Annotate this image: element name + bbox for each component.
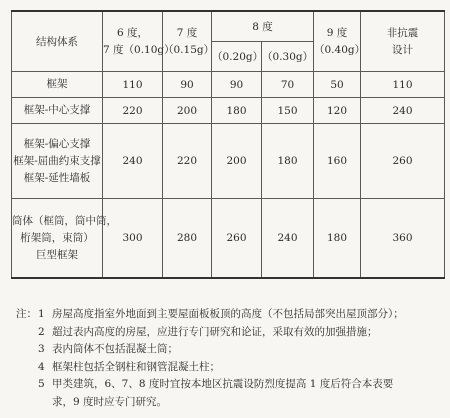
table-row (12, 124, 445, 199)
cell-text: 160 (326, 155, 348, 167)
height-value-cell (212, 72, 262, 98)
header-8-degree-030g (262, 42, 314, 72)
height-value-cell (212, 98, 262, 124)
cell-text: 260 (392, 155, 413, 167)
cell-text: 结构体系 (36, 35, 78, 48)
note-number: 3 (38, 343, 45, 355)
height-value-cell (314, 72, 361, 98)
cell-text: 框架-中心支撑 (23, 104, 91, 116)
height-value-cell (262, 72, 314, 98)
note-number: 5 (38, 378, 45, 390)
structure-system-cell (12, 72, 103, 98)
header-8-degree-020g (212, 42, 262, 72)
cell-text: 框架-偏心支撑 (23, 137, 91, 150)
note-number: 2 (38, 325, 45, 338)
note-text: 超过表内高度的房屋，应进行专门研究和论证，采取有效的加强措施； (52, 325, 378, 338)
cell-text: 7 度 (176, 26, 198, 39)
height-value-cell (262, 124, 314, 199)
cell-text: 360 (392, 232, 413, 244)
cell-text: 90 (229, 78, 244, 91)
height-value-cell (163, 98, 212, 124)
note-item (16, 341, 444, 359)
note-prefix (16, 359, 38, 377)
note-text: 房屋高度指室外地面到主要屋面板板顶的高度（不包括局部突出屋顶部分）； (52, 308, 404, 320)
note-number: 4 (38, 360, 45, 373)
header-structure-system (12, 11, 103, 72)
height-value-cell (163, 72, 212, 98)
cell-text: 240 (392, 104, 413, 117)
cell-text: 50 (330, 78, 344, 91)
height-value-cell (212, 199, 262, 279)
cell-text: 框架-延性墙板 (23, 171, 91, 184)
cell-text: 6 度， (116, 26, 149, 39)
height-value-cell (212, 124, 262, 199)
note-prefix (16, 341, 38, 359)
note-text: 框架柱包括全钢柱和钢管混凝土柱； (52, 360, 220, 373)
height-value-cell (314, 98, 361, 124)
header-6-degree (103, 11, 175, 72)
cell-text: 9 度 (326, 26, 348, 39)
height-limit-table (11, 10, 445, 279)
height-value-cell (361, 199, 445, 279)
cell-text: 280 (176, 232, 198, 244)
cell-text: （0.40g） (314, 43, 366, 56)
header-non-seismic (361, 11, 445, 72)
cell-text: 90 (180, 78, 194, 91)
cell-text: 非抗震 (386, 26, 419, 39)
cell-text: 150 (277, 104, 298, 117)
structure-system-cell (12, 98, 103, 124)
structure-system-cell (12, 124, 103, 199)
cell-text: 110 (392, 78, 413, 91)
cell-text: （0.30g） (262, 50, 314, 63)
cell-text: 桁架筒，束筒） (20, 231, 94, 244)
height-value-cell (361, 98, 445, 124)
cell-text: 设计 (392, 43, 413, 56)
cell-text: 8 度 (252, 20, 273, 33)
height-value-cell (103, 98, 163, 124)
cell-text: （0.15g） (163, 43, 215, 56)
header-7-degree (163, 11, 215, 72)
table-row (12, 72, 445, 98)
height-value-cell (103, 199, 163, 279)
cell-text: 120 (326, 104, 348, 117)
note-item (16, 306, 444, 324)
table-notes (16, 306, 444, 411)
header-9-degree (314, 11, 366, 72)
cell-text: 180 (326, 232, 348, 244)
note-item (16, 376, 444, 394)
cell-text: 220 (122, 104, 143, 117)
note-text: 表内筒体不包括混凝土筒； (52, 343, 178, 355)
note-prefix (16, 324, 38, 342)
cell-text: 200 (226, 155, 247, 167)
height-value-cell (103, 124, 163, 199)
cell-text: 巨型框架 (36, 248, 78, 261)
height-value-cell (361, 72, 445, 98)
table-row (12, 199, 445, 279)
cell-text: 300 (122, 232, 143, 244)
height-value-cell (163, 124, 212, 199)
height-value-cell (314, 199, 361, 279)
note-text: 甲类建筑，6、7、8 度时宜按本地区抗震设防烈度提高 1 度后符合本表要 (52, 378, 394, 390)
cell-text: 220 (176, 155, 198, 167)
cell-text: 筒体（框筒，筒中筒， (12, 214, 117, 227)
cell-text: 260 (226, 232, 247, 244)
table-row (12, 98, 445, 124)
cell-text: 180 (226, 104, 247, 117)
height-value-cell (361, 124, 445, 199)
cell-text: 240 (122, 155, 143, 167)
header-8-degree (212, 11, 314, 42)
cell-text: 200 (176, 104, 198, 117)
cell-text: 框架 (46, 78, 68, 90)
note-continuation: 求，9 度时应专门研究。 (52, 395, 168, 408)
cell-text: 180 (277, 155, 298, 167)
note-number: 1 (38, 308, 45, 320)
cell-text: 240 (277, 232, 298, 244)
cell-text: 70 (280, 78, 295, 91)
header-row (12, 11, 445, 42)
note-item (16, 324, 444, 342)
height-value-cell (314, 124, 361, 199)
cell-text: 框架-屈曲约束支撑 (13, 154, 101, 167)
cell-text: （0.20g） (212, 50, 264, 63)
note-item (16, 359, 444, 377)
cell-text: 110 (122, 78, 143, 91)
structure-system-cell (12, 199, 117, 279)
note-prefix (16, 376, 38, 394)
height-value-cell (163, 199, 212, 279)
height-value-cell (262, 98, 314, 124)
cell-text: 7 度（0.10g） (103, 43, 175, 56)
height-value-cell (103, 72, 163, 98)
height-value-cell (262, 199, 314, 279)
note-prefix: 注： (16, 308, 37, 320)
